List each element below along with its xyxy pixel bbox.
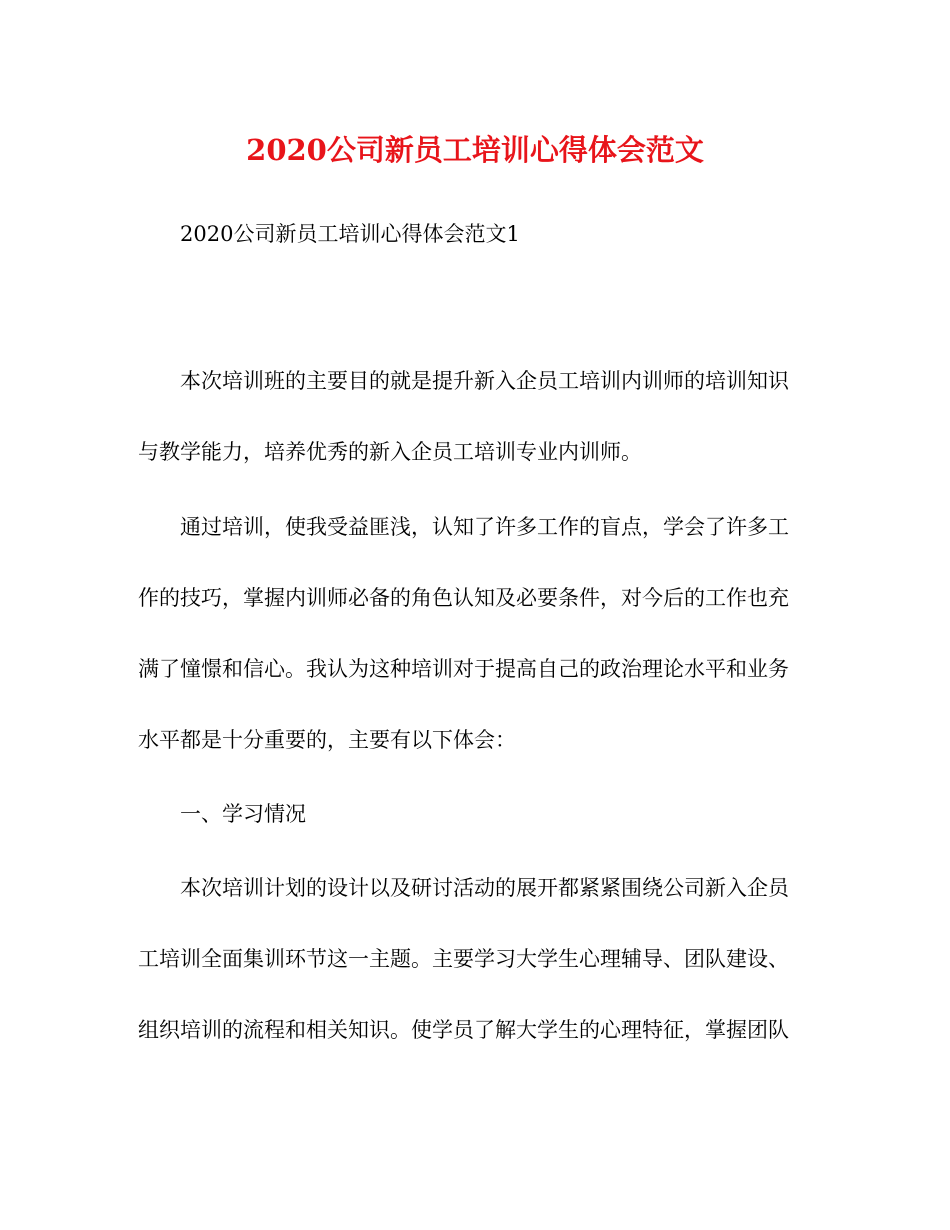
paragraph-line: 本次培训班的主要目的就是提升新入企员工培训内训师的培训知识 xyxy=(180,369,789,393)
paragraph-line: 与教学能力，培养优秀的新入企员工培训专业内训师。 xyxy=(138,440,642,464)
document-title: 2020公司新员工培训心得体会范文 xyxy=(246,133,704,167)
paragraph-line: 作的技巧，掌握内训师必备的角色认知及必要条件，对今后的工作也充 xyxy=(138,586,789,610)
paragraph-line: 满了憧憬和信心。我认为这种培训对于提高自己的政治理论水平和业务 xyxy=(138,657,789,681)
section-heading: 一、学习情况 xyxy=(180,802,306,826)
document-subtitle: 2020公司新员工培训心得体会范文1 xyxy=(180,222,520,246)
paragraph-line: 工培训全面集训环节这一主题。主要学习大学生心理辅导、团队建设、 xyxy=(138,947,789,971)
paragraph-line: 水平都是十分重要的，主要有以下体会： xyxy=(138,728,516,752)
paragraph-line: 组织培训的流程和相关知识。使学员了解大学生的心理特征，掌握团队 xyxy=(138,1018,789,1042)
paragraph-line: 本次培训计划的设计以及研讨活动的展开都紧紧围绕公司新入企员 xyxy=(180,876,789,900)
paragraph-line: 通过培训，使我受益匪浅，认知了许多工作的盲点，学会了许多工 xyxy=(180,515,789,539)
